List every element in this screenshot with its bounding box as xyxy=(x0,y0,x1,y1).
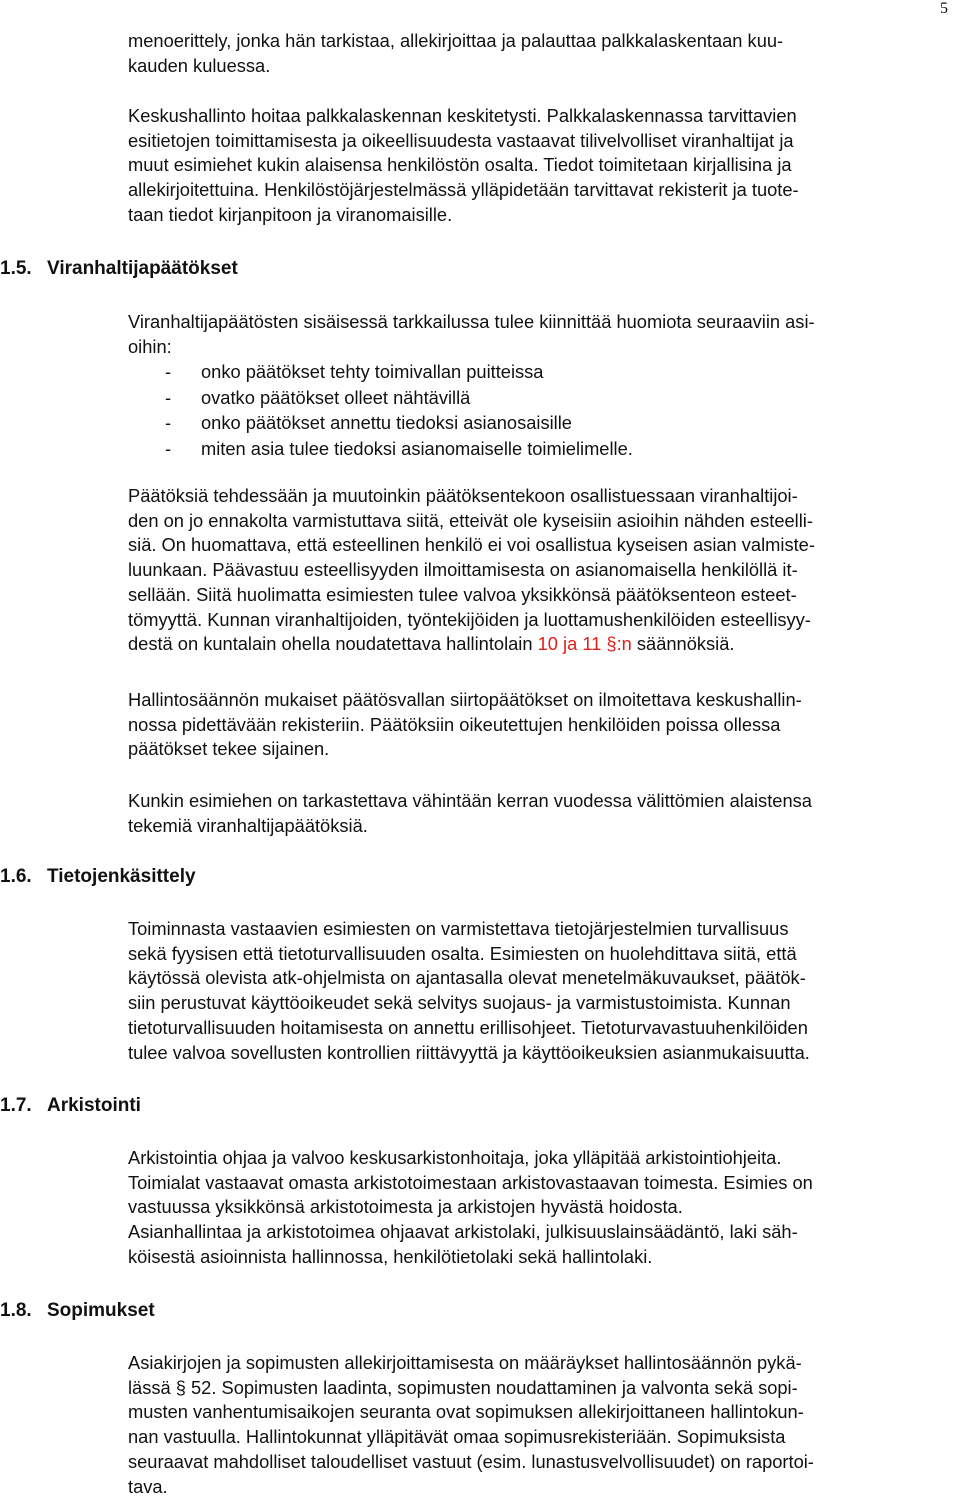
text-run: Asiakirjojen ja sopimusten allekirjoittamisesta on määräykset hallintosäännön pykä- lässä § 52. Sopimusten laadinta, sopimusten noudattaminen ja valvonta sekä sopi- musten vanhentumisaikojen seuranta ovat sopimuksen allekirjoittaneen hallintokun- nan vastuulla. Hallintokunnat ylläpitävät omaa sopimusrekisteriään. Sopimuksista seuraavat mahdolliset taloudelliset vastuut (esim. lunastusvelvollisuudet) on raportoi- tava. xyxy=(128,1352,814,1497)
text-run: Hallintosäännön mukaiset päätösvallan siirtopäätökset on ilmoitettava keskushallin- nossa pidettävään rekisteriin. Päätöksiin oikeutettujen henkilöiden poissa ollessa päätökset tekee sijainen. xyxy=(128,689,802,760)
page-number: 5 xyxy=(940,0,948,17)
text-run: Arkistointia ohjaa ja valvoo keskusarkistonhoitaja, joka ylläpitää arkistointiohjeita. Toimialat vastaavat omasta arkistotoimestaan arkistovastaavan toimesta. Esimies on vastuussa yksikkönsä arkistotoimesta ja arkistojen hyvästä hoidosta. Asianhallintaa ja arkistotoimea ohjaavat arkistolaki, julkisuuslainsäädäntö, laki säh- köisestä asioinnista hallinnossa, henkilötietolaki sekä hallintolaki. xyxy=(128,1147,813,1267)
heading-number: 1.8. xyxy=(0,1300,32,1321)
section-heading-1-5 xyxy=(0,257,238,281)
heading-number: 1.6. xyxy=(0,866,32,887)
text-run: Viranhaltijapäätösten sisäisessä tarkkailussa tulee kiinnittää huomiota seuraaviin asi- oihin: xyxy=(128,311,815,357)
law-section-link[interactable]: 10 ja 11 xyxy=(537,633,602,655)
list-item-text: ovatko päätökset olleet nähtävillä xyxy=(201,386,471,408)
heading-title: Viranhaltijapäätökset xyxy=(47,258,238,279)
heading-title: Arkistointi xyxy=(47,1095,141,1116)
list-item-text: onko päätökset tehty toimivallan puitteissa xyxy=(201,361,544,383)
section-heading-1-8 xyxy=(0,1299,155,1323)
dash-bullet: - xyxy=(165,386,172,408)
paragraph-central-payroll xyxy=(128,104,953,228)
heading-number: 1.5. xyxy=(0,258,32,279)
list-item xyxy=(128,385,953,411)
list-item-text: miten asia tulee tiedoksi asianomaiselle toimielimelle. xyxy=(201,437,633,459)
paragraph-decisions-monitoring xyxy=(128,310,953,461)
heading-title: Tietojenkäsittely xyxy=(47,866,196,887)
list-item xyxy=(128,436,953,462)
paragraph-annual-review xyxy=(128,789,953,838)
dash-bullet: - xyxy=(165,361,172,383)
list-item-text: onko päätökset annettu tiedoksi asianosaisille xyxy=(201,412,572,434)
dash-bullet: - xyxy=(165,412,172,434)
heading-number: 1.7. xyxy=(0,1095,32,1116)
text-run: Toiminnasta vastaavien esimiesten on varmistettava tietojärjestelmien turvallisuus sekä fyysisen että tietoturvallisuuden osalta. Esimiesten on huolehdittava siitä, että käytössä olevista atk-ohjelmista on ajantasalla olevat menetelmäkuvaukset, päätök- siin perustuvat käyttöoikeudet sekä selvitys suojaus- ja varmistustoimista. Kunnan tietoturvallisuuden hoitamisesta on annettu erillisohjeet. Tietoturvavastuuhenkilöiden tulee valvoa sovellusten kontrollien riittävyyttä ja käyttöoikeuksien asianmukaisuutta. xyxy=(128,918,810,1063)
dash-bullet: - xyxy=(165,437,172,459)
paragraph-disqualification xyxy=(128,484,953,657)
text-run: Päätöksiä tehdessään ja muutoinkin päätöksentekoon osallistuessaan viranhaltijoi- den on jo ennakolta varmistuttava siitä, etteivät ole kyseisiin asioihin nähden esteelli- siä. On huomattava, että esteellinen henkilö ei voi osallistua kyseisen asian valmiste- luunkaan. Päävastuu esteellisyyden ilmoittamisesta on asianomaisella henkilöllä it- sellään. Siitä huolimatta esimiesten tulee valvoa yksikkönsä päätöksenteon esteet- tömyyttä. Kunnan viranhaltijoiden, työntekijöiden ja luottamushenkilöiden esteellisyy- destä on kuntalain ohella noudatettava hallintolain xyxy=(128,485,815,655)
paragraph-salary-statement xyxy=(128,29,953,78)
list-item xyxy=(128,410,953,436)
paragraph-archiving xyxy=(128,1146,953,1270)
paragraph-data-processing xyxy=(128,917,953,1065)
heading-title: Sopimukset xyxy=(47,1300,155,1321)
text-run: Kunkin esimiehen on tarkastettava vähintään kerran vuodessa välittömien alaistensa tekemiä viranhaltijapäätöksiä. xyxy=(128,790,812,836)
section-heading-1-6 xyxy=(0,865,196,889)
paragraph-contracts xyxy=(128,1351,953,1499)
text-run: säännöksiä. xyxy=(631,633,735,655)
section-heading-1-7 xyxy=(0,1094,141,1118)
text-run: menoerittely, jonka hän tarkistaa, allekirjoittaa ja palauttaa palkkalaskentaan kuu- kauden kuluessa. xyxy=(128,30,784,76)
checklist xyxy=(128,359,953,461)
law-section-link[interactable]: §:n xyxy=(606,633,632,655)
text-run: Keskushallinto hoitaa palkkalaskennan keskitetysti. Palkkalaskennassa tarvittavien esitietojen toimittamisesta ja oikeellisuudesta vastaavat tilivelvolliset viranhaltijat ja muut esimiehet kukin alaisensa henkilöstön osalta. Tiedot toimitetaan kirjallisina ja allekirjoitettuina. Henkilöstöjärjestelmässä ylläpidetään tarvittavat rekisterit ja tuote- taan tiedot kirjanpitoon ja viranomaisille. xyxy=(128,105,799,225)
list-item xyxy=(128,359,953,385)
paragraph-delegation-register xyxy=(128,688,953,762)
